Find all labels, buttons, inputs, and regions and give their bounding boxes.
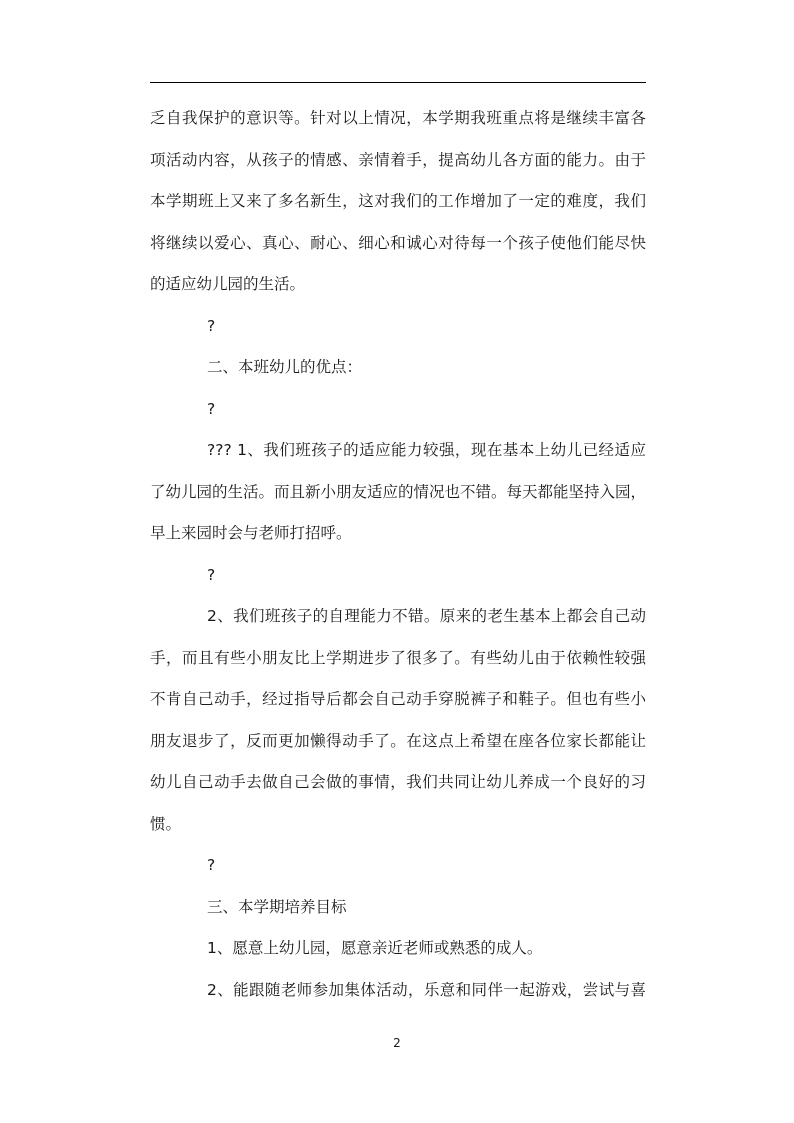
- text-line: 了幼儿园的生活。而且新小朋友适应的情况也不错。每天都能坚持入园，: [150, 482, 646, 501]
- text-line: 二、本班幼儿的优点：: [207, 358, 363, 376]
- header-rule: [150, 82, 646, 83]
- text-line: 手，而且有些小朋友比上学期进步了很多了。有些幼儿由于依赖性较强: [150, 648, 646, 667]
- text-line: 2、我们班孩子的自理能力不错。原来的老生基本上都会自己动: [207, 607, 646, 625]
- text-line: ?: [207, 565, 216, 584]
- text-line: 将继续以爱心、真心、耐心、细心和诚心对待每一个孩子使他们能尽快: [150, 233, 646, 252]
- text-line: 1、愿意上幼儿园，愿意亲近老师或熟悉的成人。: [207, 939, 543, 957]
- text-line: 本学期班上又来了多名新生，这对我们的工作增加了一定的难度，我们: [150, 192, 646, 210]
- text-line: ?: [207, 399, 216, 418]
- text-line: 三、本学期培养目标: [207, 897, 347, 916]
- page-number: 2: [393, 1036, 401, 1050]
- document-body: [150, 98, 646, 1011]
- text-line: 的适应幼儿园的生活。: [150, 275, 306, 293]
- text-line: 惯。: [150, 814, 182, 833]
- text-line: ?: [207, 856, 216, 874]
- text-line: ?: [207, 316, 216, 335]
- text-line: 不肯自己动手，经过指导后都会自己动手穿脱裤子和鞋子。但也有些小: [150, 690, 646, 708]
- text-line: 早上来园时会与老师打招呼。: [150, 524, 352, 542]
- text-line: 朋友退步了，反而更加懒得动手了。在这点上希望在座各位家长都能让: [150, 731, 646, 750]
- text-line: ??? 1、我们班孩子的适应能力较强，现在基本上幼儿已经适应: [207, 441, 646, 459]
- text-line: 项活动内容，从孩子的情感、亲情着手，提高幼儿各方面的能力。由于: [150, 150, 646, 169]
- text-line: 2、能跟随老师参加集体活动，乐意和同伴一起游戏，尝试与喜: [207, 980, 646, 999]
- text-line: 幼儿自己动手去做自己会做的事情，我们共同让幼儿养成一个良好的习: [150, 773, 646, 791]
- text-line: 乏自我保护的意识等。针对以上情况，本学期我班重点将是继续丰富各: [150, 109, 646, 127]
